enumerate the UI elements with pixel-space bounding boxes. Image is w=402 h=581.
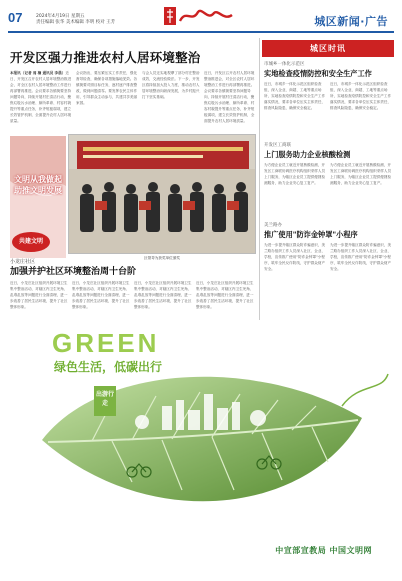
sub-article-column-3: 近日，小龙庄社区组织开展环境卫生集中整治活动，对辖区内卫生死角、乱堆乱放等问题进行全面清理，进一步改善了居民生活环境，提升了社区整体形象。 bbox=[134, 281, 192, 309]
page-header bbox=[0, 0, 402, 36]
news-item-3-column-1: 为进一步提升辖区群众防诈骗意识，美兰路办组织工作人员深入社区、企业、学校，宣传推广使用"防诈金钟罩"小程序，筑牢全民反诈防线，守护群众财产安全。 bbox=[264, 243, 326, 271]
poster-seal: 出游行走 bbox=[94, 386, 116, 416]
column-divider bbox=[259, 38, 260, 320]
sub-article-kicker: 小龙庄社区 bbox=[10, 259, 36, 265]
lead-column-4: 近日，开发区召开农村人居环境整治推进会，对全区农村人居环境整治工作进行再部署再推进。会议要求各镇街要坚持问题导向，持续开展村庄清洁行动，聚焦垃圾污水治理、厕所革命、村容村貌提升等重点任务，补齐短板弱项，建立长效管护机制，全面提升农村人居环境质量。 bbox=[204, 71, 255, 123]
section-title: 城区新闻·广告 bbox=[314, 15, 388, 28]
header-rule bbox=[8, 31, 394, 33]
issue-date: 2024年4月19日 星期五 责任编辑 张华 美术编辑 李明 校对 王芳 bbox=[36, 14, 116, 25]
poster-headline: GREEN bbox=[52, 328, 160, 358]
news-item-3-column-2: 为进一步提升辖区群众防诈骗意识，美兰路办组织工作人员深入社区、企业、学校，宣传推广使用"防诈金钟罩"小程序，筑牢全民反诈防线，守护群众财产安全。 bbox=[330, 243, 392, 271]
news-item-1-headline: 实地检查疫情防控和安全生产工作 bbox=[264, 69, 372, 78]
news-item-3-kicker: 美兰路办 bbox=[264, 223, 282, 228]
page-number: 07 bbox=[8, 10, 23, 25]
sub-article-headline: 加强并护社区环境整治周十台阶 bbox=[10, 267, 137, 277]
promo-slogan: 文明从我做起 助推文明发展 bbox=[14, 175, 62, 195]
news-item-2-column-1: 为方便企业员工就近开展核酸检测，开发区工商联协调医疗机构组织采样人员上门服务，为辖区企业员工提供便捷检测服务，助力企业安心复工复产。 bbox=[264, 163, 326, 185]
lead-column-2: 会议指出，要压紧压实工作责任，强化督导检查，确保各项措施落地见效。各镇街要对照目标任务，逐村逐户排查整改，做到问题清零。要发挥农民主体作用，引导群众主动参与，共建共享美丽家园。 bbox=[76, 71, 138, 105]
civilization-promo bbox=[10, 136, 66, 258]
lead-column-1: 本报讯（记者 周 楠 通讯员 李晨）近日，开发区召开农村人居环境整治推进会，对全区农村人居环境整治工作进行再部署再推进。会议要求各镇街要坚持问题导向，持续开展村庄清洁行动，聚焦垃圾污水治理、厕所革命、村容村貌提升等重点任务，补齐短板弱项，建立长效管护机制，全面提升农村人居环境质量。 bbox=[10, 71, 72, 123]
news-item-1-kicker: 市城乡一体化示范区 bbox=[264, 62, 305, 67]
sub-article-column-2: 近日，小龙庄社区组织开展环境卫生集中整治活动，对辖区内卫生死角、乱堆乱放等问题进行全面清理，进一步改善了居民生活环境，提升了社区整体形象。 bbox=[72, 281, 130, 309]
newspaper-logo bbox=[162, 3, 244, 29]
news-item-3-headline: 推广使用"防诈金钟罩"小程序 bbox=[264, 230, 358, 239]
news-item-1-column-1: 近日，市城乡一体化示范区组织检查组，深入企业、商超、工地等重点场所，实地检查疫情防控和安全生产工作落实情况，要求各单位压实主体责任，排查风险隐患，确保安全稳定。 bbox=[264, 82, 326, 110]
news-item-2-column-2: 为方便企业员工就近开展核酸检测，开发区工商联协调医疗机构组织采样人员上门服务，为辖区企业员工提供便捷检测服务，助力企业安心复工复产。 bbox=[330, 163, 392, 185]
lead-column-3: 与会人员还实地观摩了部分村庄整治成效，交流经验做法。下一步，开发区将持续加大投入力度，推动农村人居环境整治向纵深发展，为乡村振兴打下坚实基础。 bbox=[142, 71, 200, 99]
poster-credit: 中宣部宣教局 中国文明网 bbox=[275, 546, 372, 555]
lead-headline: 开发区强力推进农村人居环境整治 bbox=[10, 50, 201, 65]
news-item-2-headline: 上门服务助力企业核酸检测 bbox=[264, 150, 351, 159]
news-banner: 城区时讯 bbox=[262, 40, 394, 57]
sub-article-column-4: 近日，小龙庄社区组织开展环境卫生集中整治活动，对辖区内卫生死角、乱堆乱放等问题进行全面清理，进一步改善了居民生活环境，提升了社区整体形象。 bbox=[196, 281, 254, 309]
photo-image bbox=[69, 135, 256, 254]
photo-caption: 区领导为获奖单位颁奖 bbox=[144, 256, 180, 260]
news-item-2-kicker: 开发区工商联 bbox=[264, 143, 291, 148]
poster-slogan: 绿色生活，低碳出行 bbox=[54, 360, 163, 374]
news-item-1-column-2: 近日，市城乡一体化示范区组织检查组，深入企业、商超、工地等重点场所，实地检查疫情防控和安全生产工作落实情况，要求各单位压实主体责任，排查风险隐患，确保安全稳定。 bbox=[330, 82, 392, 110]
sub-article-column-1: 近日，小龙庄社区组织开展环境卫生集中整治活动，对辖区内卫生死角、乱堆乱放等问题进行全面清理，进一步改善了居民生活环境，提升了社区整体形象。 bbox=[10, 281, 68, 309]
award-photo bbox=[68, 134, 256, 254]
promo-badge: 共建文明 bbox=[12, 232, 50, 252]
